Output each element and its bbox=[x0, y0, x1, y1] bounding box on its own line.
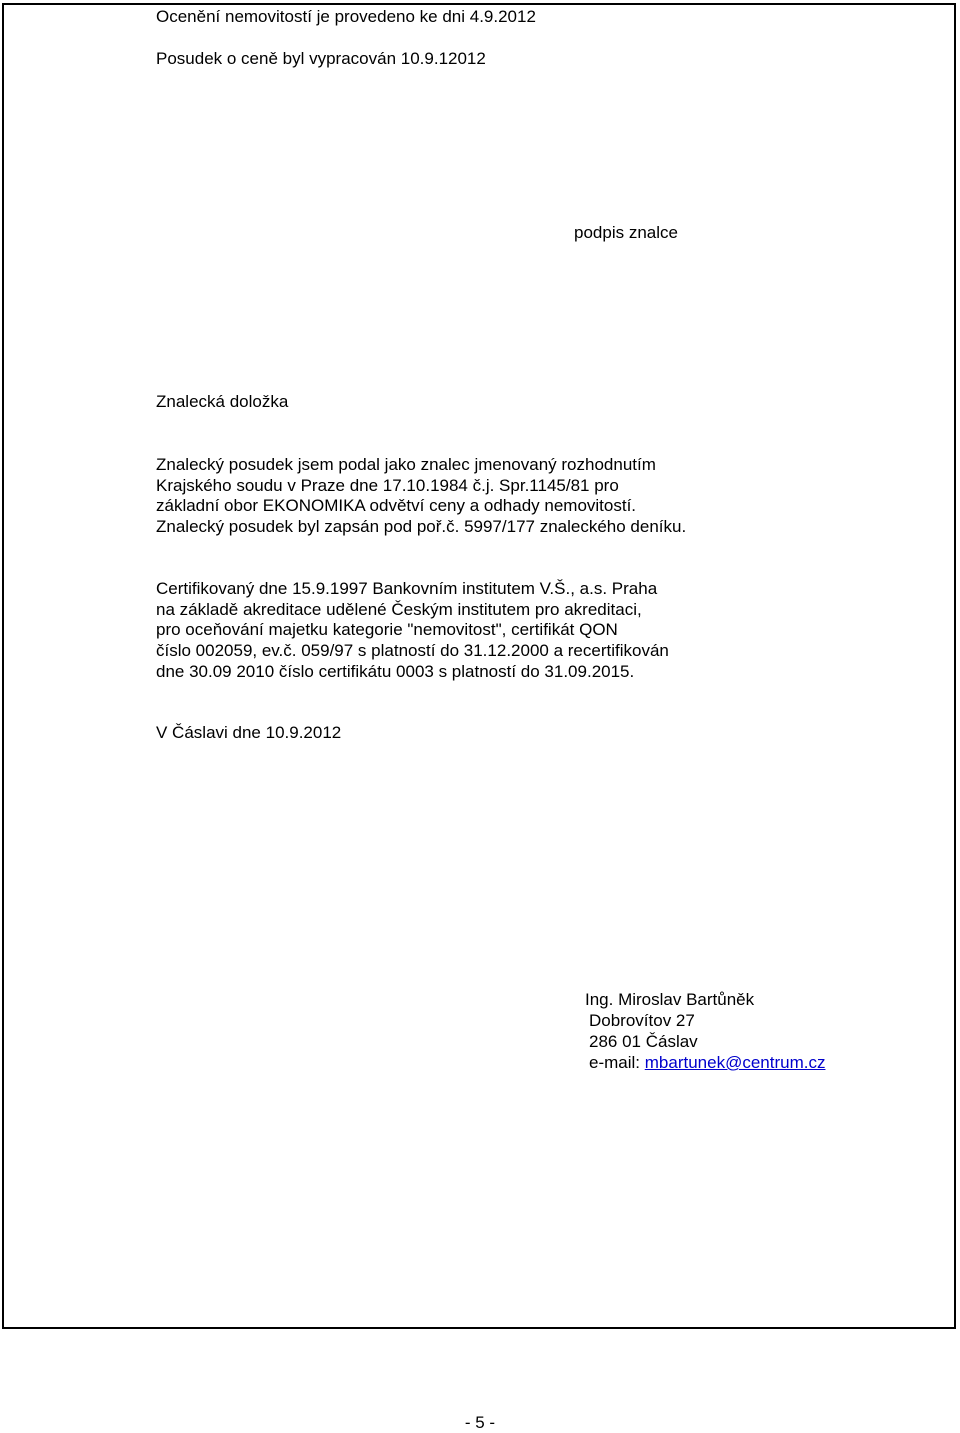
appointment-paragraph bbox=[156, 455, 686, 538]
author-name: Ing. Miroslav Bartůněk bbox=[585, 990, 755, 1009]
certification-line: dne 30.09 2010 číslo certifikátu 0003 s platností do 31.09.2015. bbox=[156, 661, 635, 681]
place-date: V Čáslavi dne 10.9.2012 bbox=[156, 723, 342, 742]
clause-heading: Znalecká doložka bbox=[156, 392, 289, 411]
valuation-date-line: Ocenění nemovitostí je provedeno ke dni 4.9.2012 bbox=[156, 7, 536, 26]
appointment-line: Krajského soudu v Praze dne 17.10.1984 č.j. Spr.1145/81 pro bbox=[156, 475, 619, 495]
certification-paragraph bbox=[156, 579, 669, 683]
author-email-line bbox=[589, 1052, 825, 1073]
certification-line: pro oceňování majetku kategorie "nemovitost", certifikát QON bbox=[156, 620, 618, 640]
author-street: Dobrovítov 27 bbox=[589, 1011, 695, 1030]
appointment-line: základní obor EKONOMIKA odvětví ceny a odhady nemovitostí. bbox=[156, 496, 637, 516]
prepared-date-line: Posudek o ceně byl vypracován 10.9.12012 bbox=[156, 49, 486, 68]
page-number: - 5 - bbox=[464, 1413, 496, 1432]
certification-line: číslo 002059, ev.č. 059/97 s platností do 31.12.2000 a recertifikován bbox=[156, 641, 669, 661]
appointment-line: Znalecký posudek jsem podal jako znalec jmenovaný rozhodnutím bbox=[156, 455, 656, 474]
email-link[interactable]: mbartunek@centrum.cz bbox=[644, 1053, 826, 1072]
email-label: e-mail: bbox=[589, 1053, 641, 1072]
author-city: 286 01 Čáslav bbox=[589, 1032, 698, 1051]
certification-line: Certifikovaný dne 15.9.1997 Bankovním institutem V.Š., a.s. Praha bbox=[156, 579, 658, 598]
certification-line: na základě akreditace udělené Českým institutem pro akreditaci, bbox=[156, 599, 642, 619]
signature-label: podpis znalce bbox=[574, 223, 678, 242]
appointment-line: Znalecký posudek byl zapsán pod poř.č. 5997/177 znaleckého deníku. bbox=[156, 517, 687, 537]
